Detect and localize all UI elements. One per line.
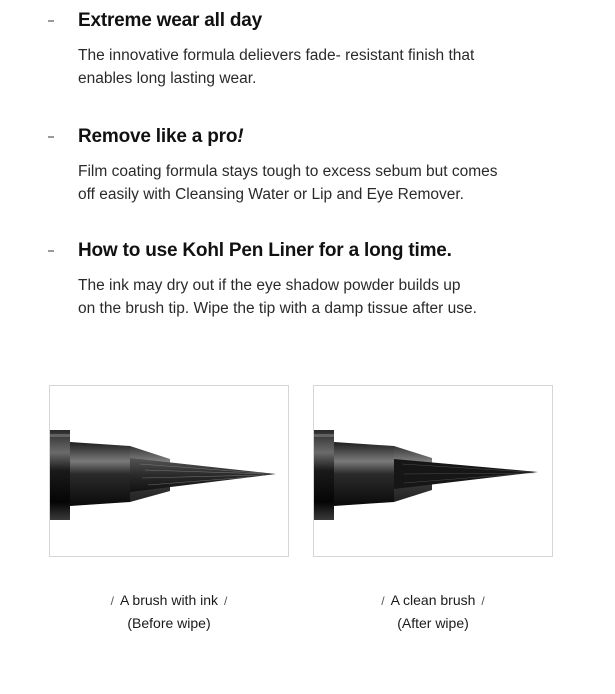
body-line: enables long lasting wear. <box>78 70 257 87</box>
brush-ink-illustration <box>50 386 289 557</box>
heading-text: Remove like a pro <box>78 126 238 147</box>
caption-title: A brush with ink <box>119 592 219 608</box>
section-heading: Extreme wear all day <box>78 10 262 31</box>
body-line: Film coating formula stays tough to excess sebum but comes <box>78 163 498 180</box>
caption-title-line <box>313 590 553 611</box>
caption-after-wipe <box>313 590 553 634</box>
caption-title-line <box>49 590 289 611</box>
clean-brush-image <box>313 385 553 557</box>
bullet-dash <box>48 136 54 138</box>
brush-with-ink-image <box>49 385 289 557</box>
section-body <box>78 160 578 206</box>
body-line: off easily with Cleansing Water or Lip and Eye Remover. <box>78 186 464 203</box>
caption-slash: / <box>110 594 114 608</box>
section-heading <box>78 126 243 148</box>
section-heading: How to use Kohl Pen Liner for a long time. <box>78 240 452 261</box>
caption-slash: / <box>381 594 385 608</box>
brush-clean-illustration <box>314 386 553 557</box>
caption-subtitle: (Before wipe) <box>127 615 211 631</box>
caption-subtitle: (After wipe) <box>397 615 469 631</box>
caption-title: A clean brush <box>390 592 476 608</box>
bullet-dash <box>48 250 54 252</box>
caption-slash: / <box>481 594 485 608</box>
heading-mark: ! <box>237 126 244 147</box>
caption-slash: / <box>224 594 228 608</box>
caption-before-wipe <box>49 590 289 634</box>
section-body <box>78 44 578 90</box>
body-line: on the brush tip. Wipe the tip with a damp tissue after use. <box>78 300 477 317</box>
section-body <box>78 274 578 320</box>
bullet-dash <box>48 20 54 22</box>
body-line: The ink may dry out if the eye shadow powder builds up <box>78 277 461 294</box>
body-line: The innovative formula delievers fade- resistant finish that <box>78 47 475 64</box>
